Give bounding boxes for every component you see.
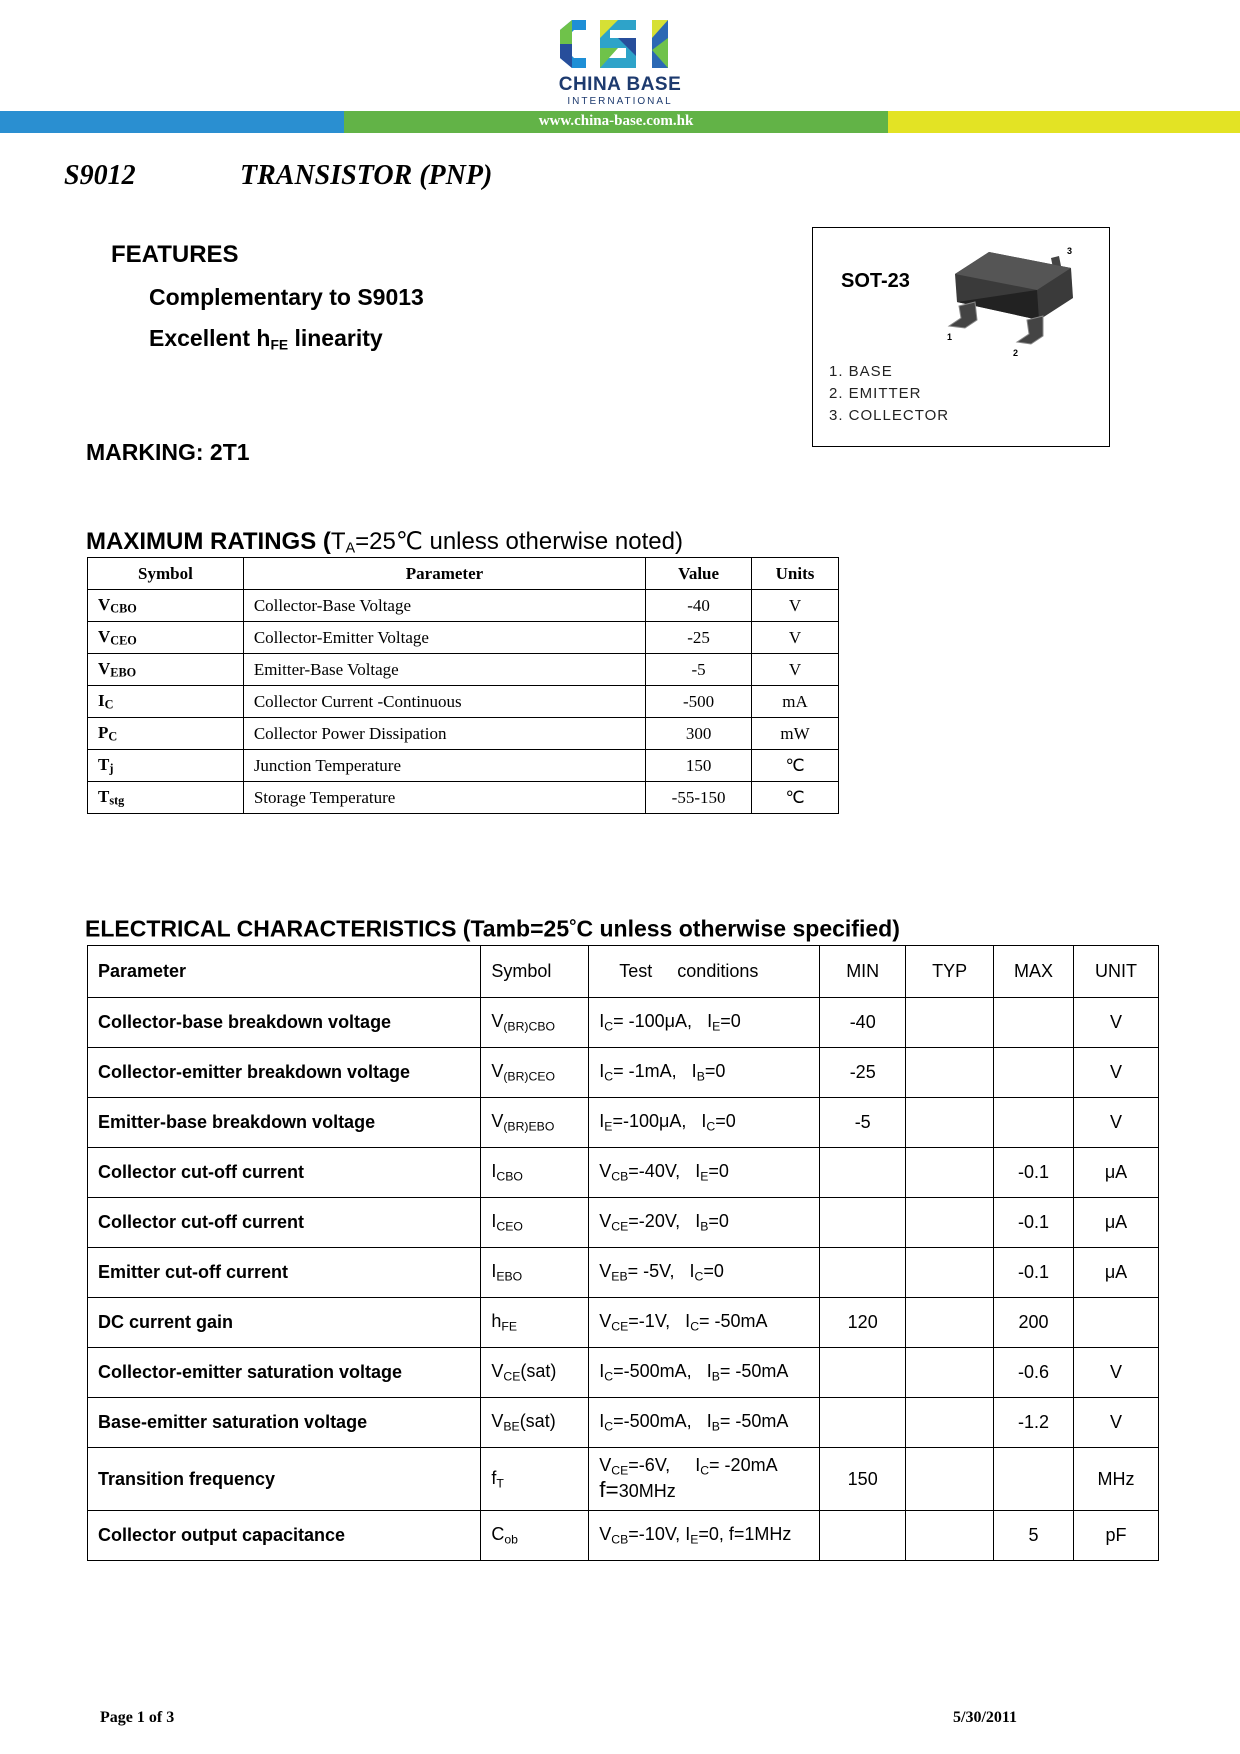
parameter-cell: Collector Current -Continuous bbox=[243, 686, 645, 718]
min-cell: 150 bbox=[820, 1448, 906, 1511]
marking: MARKING: 2T1 bbox=[86, 439, 250, 465]
condition-value: =0 bbox=[708, 1161, 729, 1182]
condition-var: I bbox=[706, 1411, 712, 1432]
symbol-subscript: CBO bbox=[110, 601, 137, 616]
max-cell bbox=[994, 1048, 1074, 1098]
condition-value: = -100μA, bbox=[613, 1011, 708, 1032]
condition-subscript: CB bbox=[611, 1169, 629, 1184]
table-row bbox=[88, 1048, 1159, 1098]
unit-cell: μA bbox=[1074, 1198, 1159, 1248]
table-row bbox=[88, 782, 839, 814]
test-conditions-cell bbox=[589, 1298, 820, 1348]
unit-cell: V bbox=[1074, 1348, 1159, 1398]
symbol-subscript: j bbox=[109, 761, 114, 776]
unit-cell: pF bbox=[1074, 1511, 1159, 1561]
parameter-cell: Collector-base breakdown voltage bbox=[88, 998, 481, 1048]
condition-var: I bbox=[689, 1261, 695, 1282]
condition-var: I bbox=[706, 1361, 712, 1382]
symbol-main: V bbox=[491, 1011, 504, 1032]
table-row bbox=[88, 1198, 1159, 1248]
symbol-cell bbox=[88, 782, 244, 814]
min-cell: -25 bbox=[820, 1048, 906, 1098]
test-conditions-cell bbox=[589, 998, 820, 1048]
condition-value: =-500mA, bbox=[613, 1361, 707, 1382]
test-conditions-cell bbox=[589, 1048, 820, 1098]
symbol-main: V bbox=[491, 1361, 504, 1382]
symbol-subscript: T bbox=[496, 1476, 504, 1491]
symbol-cell bbox=[481, 1198, 589, 1248]
table-header-row bbox=[88, 946, 1159, 998]
table-row bbox=[88, 622, 839, 654]
max-ratings-table bbox=[87, 557, 839, 814]
symbol-subscript: stg bbox=[109, 793, 125, 808]
symbol-main: V bbox=[98, 626, 111, 646]
condition-value: =0 bbox=[703, 1261, 724, 1282]
parameter-cell: Emitter-base breakdown voltage bbox=[88, 1098, 481, 1148]
unit-cell: V bbox=[752, 590, 839, 622]
symbol-cell bbox=[481, 1448, 589, 1511]
condition-var: V bbox=[599, 1454, 612, 1475]
unit-cell: V bbox=[1074, 1048, 1159, 1098]
condition-var: I bbox=[685, 1524, 691, 1545]
condition-value: =0 bbox=[715, 1111, 736, 1132]
symbol-main: C bbox=[491, 1524, 505, 1545]
part-number: S9012 bbox=[64, 160, 136, 191]
pin-number-2: 2 bbox=[1013, 348, 1019, 358]
max-cell: -0.1 bbox=[994, 1148, 1074, 1198]
max-cell bbox=[994, 1098, 1074, 1148]
condition-subscript: C bbox=[700, 1463, 710, 1478]
typ-cell bbox=[906, 1048, 994, 1098]
condition-subscript: B bbox=[696, 1069, 705, 1084]
value-cell: 300 bbox=[646, 718, 752, 750]
symbol-main: P bbox=[98, 722, 109, 742]
symbol-cell bbox=[88, 718, 244, 750]
typ-cell bbox=[906, 1148, 994, 1198]
condition-value: =-6V, bbox=[628, 1454, 696, 1475]
typ-cell bbox=[906, 1448, 994, 1511]
unit-cell: V bbox=[752, 622, 839, 654]
column-header: UNIT bbox=[1074, 946, 1159, 998]
part-type: TRANSISTOR (PNP) bbox=[240, 160, 493, 191]
package-name: SOT-23 bbox=[841, 270, 910, 292]
condition-var: V bbox=[599, 1211, 612, 1232]
condition-var: I bbox=[701, 1111, 707, 1132]
typ-cell bbox=[906, 1248, 994, 1298]
condition-value: =-10V, bbox=[628, 1524, 686, 1545]
symbol-subscript: CBO bbox=[496, 1169, 523, 1184]
value-cell: -500 bbox=[646, 686, 752, 718]
symbol-subscript: CE bbox=[503, 1369, 521, 1384]
table-row bbox=[88, 1511, 1159, 1561]
condition-var: V bbox=[599, 1261, 612, 1282]
logo-s-icon bbox=[600, 20, 636, 68]
column-header: MAX bbox=[994, 946, 1074, 998]
max-cell: 200 bbox=[994, 1298, 1074, 1348]
column-header: Units bbox=[752, 558, 839, 590]
condition-value: = -50mA bbox=[719, 1361, 789, 1382]
parameter-cell: Storage Temperature bbox=[243, 782, 645, 814]
column-header: Test conditions bbox=[589, 946, 820, 998]
parameter-cell: DC current gain bbox=[88, 1298, 481, 1348]
symbol-cell bbox=[88, 622, 244, 654]
symbol-subscript: (BR)CBO bbox=[503, 1019, 556, 1034]
parameter-cell: Collector cut-off current bbox=[88, 1198, 481, 1248]
condition-value: = -1mA, bbox=[613, 1061, 692, 1082]
condition-subscript: CE bbox=[611, 1219, 629, 1234]
table-row bbox=[88, 1298, 1159, 1348]
typ-cell bbox=[906, 1398, 994, 1448]
min-cell bbox=[820, 1148, 906, 1198]
unit-cell: μA bbox=[1074, 1148, 1159, 1198]
symbol-cell bbox=[481, 1511, 589, 1561]
symbol-main: I bbox=[491, 1211, 497, 1232]
test-conditions-cell bbox=[589, 1398, 820, 1448]
column-header: Value bbox=[646, 558, 752, 590]
symbol-main: V bbox=[98, 658, 111, 678]
parameter-cell: Emitter cut-off current bbox=[88, 1248, 481, 1298]
symbol-subscript: C bbox=[104, 697, 114, 712]
symbol-subscript: CEO bbox=[110, 633, 137, 648]
symbol-subscript: CEO bbox=[496, 1219, 523, 1234]
unit-cell: ℃ bbox=[752, 750, 839, 782]
condition-var: I bbox=[599, 1411, 605, 1432]
symbol-main: I bbox=[491, 1261, 497, 1282]
max-cell: -1.2 bbox=[994, 1398, 1074, 1448]
condition-subscript: CE bbox=[611, 1319, 629, 1334]
condition-value: =-40V, bbox=[628, 1161, 696, 1182]
feature-item: Complementary to S9013 bbox=[149, 284, 424, 310]
pin-number-1: 1 bbox=[947, 332, 953, 342]
condition-value: = -50mA bbox=[719, 1411, 789, 1432]
value-cell: 150 bbox=[646, 750, 752, 782]
page-number: Page 1 of 3 bbox=[100, 1709, 175, 1726]
symbol-cell bbox=[88, 686, 244, 718]
condition-subscript: C bbox=[604, 1419, 614, 1434]
column-header: Parameter bbox=[243, 558, 645, 590]
max-cell: 5 bbox=[994, 1511, 1074, 1561]
unit-cell: ℃ bbox=[752, 782, 839, 814]
symbol-main: I bbox=[491, 1161, 497, 1182]
table-row bbox=[88, 1248, 1159, 1298]
electrical-heading: ELECTRICAL CHARACTERISTICS (Tamb=25°C unless otherwise specified) bbox=[85, 915, 900, 942]
value-cell: -40 bbox=[646, 590, 752, 622]
typ-cell bbox=[906, 1348, 994, 1398]
min-cell: -5 bbox=[820, 1098, 906, 1148]
table-row bbox=[88, 1348, 1159, 1398]
condition-var: I bbox=[695, 1454, 701, 1475]
unit-cell: V bbox=[1074, 998, 1159, 1048]
typ-cell bbox=[906, 998, 994, 1048]
parameter-cell: Junction Temperature bbox=[243, 750, 645, 782]
condition-value: =-20V, bbox=[628, 1211, 696, 1232]
symbol-main: V bbox=[491, 1061, 504, 1082]
logo-c-icon bbox=[560, 20, 586, 68]
condition-var: I bbox=[695, 1211, 701, 1232]
symbol-subscript: EBO bbox=[110, 665, 137, 680]
symbol-subscript: ob bbox=[504, 1532, 518, 1547]
condition-var: I bbox=[599, 1361, 605, 1382]
condition-subscript: C bbox=[604, 1019, 614, 1034]
symbol-cell bbox=[88, 750, 244, 782]
symbol-subscript: (BR)EBO bbox=[503, 1119, 555, 1134]
table-row bbox=[88, 718, 839, 750]
column-header: MIN bbox=[820, 946, 906, 998]
table-row bbox=[88, 686, 839, 718]
condition-var: V bbox=[599, 1311, 612, 1332]
symbol-main: V bbox=[491, 1411, 504, 1432]
symbol-subscript: BE bbox=[503, 1419, 520, 1434]
symbol-suffix: (sat) bbox=[519, 1411, 556, 1432]
symbol-main: f bbox=[491, 1467, 497, 1488]
table-row bbox=[88, 998, 1159, 1048]
condition-subscript: E bbox=[690, 1532, 699, 1547]
feature-item: Excellent $h_{FE}$ linearity bbox=[149, 325, 383, 353]
parameter-cell: Collector output capacitance bbox=[88, 1511, 481, 1561]
unit-cell: μA bbox=[1074, 1248, 1159, 1298]
condition-value: =-500mA, bbox=[613, 1411, 707, 1432]
min-cell bbox=[820, 1398, 906, 1448]
logo-i-icon bbox=[652, 20, 668, 68]
symbol-cell bbox=[481, 1298, 589, 1348]
csi-logo bbox=[556, 16, 684, 72]
test-conditions-cell bbox=[589, 1248, 820, 1298]
test-conditions-cell bbox=[589, 1198, 820, 1248]
condition-var: I bbox=[599, 1061, 605, 1082]
parameter-cell: Collector Power Dissipation bbox=[243, 718, 645, 750]
min-cell: 120 bbox=[820, 1298, 906, 1348]
symbol-subscript: EBO bbox=[496, 1269, 523, 1284]
max-cell bbox=[994, 998, 1074, 1048]
typ-cell bbox=[906, 1098, 994, 1148]
unit-cell: mA bbox=[752, 686, 839, 718]
symbol-main: V bbox=[491, 1111, 504, 1132]
value-cell: -5 bbox=[646, 654, 752, 686]
symbol-subscript: FE bbox=[501, 1319, 517, 1334]
condition-value: =-100μA, bbox=[612, 1111, 702, 1132]
symbol-cell bbox=[481, 998, 589, 1048]
unit-cell: mW bbox=[752, 718, 839, 750]
condition-var: I bbox=[691, 1061, 697, 1082]
max-cell: -0.1 bbox=[994, 1248, 1074, 1298]
unit-cell: V bbox=[1074, 1398, 1159, 1448]
parameter-cell: Collector-emitter breakdown voltage bbox=[88, 1048, 481, 1098]
table-row bbox=[88, 1398, 1159, 1448]
condition-value: 30MHz bbox=[618, 1481, 676, 1502]
max-ratings-heading: MAXIMUM RATINGS ($T_A=25℃$ unless otherwise noted) bbox=[86, 528, 683, 557]
condition-subscript: C bbox=[690, 1319, 700, 1334]
column-header: Symbol bbox=[88, 558, 244, 590]
symbol-cell bbox=[481, 1248, 589, 1298]
min-cell: -40 bbox=[820, 998, 906, 1048]
condition-value: = -5V, bbox=[627, 1261, 690, 1282]
symbol-cell bbox=[481, 1148, 589, 1198]
symbol-cell bbox=[88, 590, 244, 622]
parameter-cell: Collector-Base Voltage bbox=[243, 590, 645, 622]
condition-var: I bbox=[599, 1111, 605, 1132]
table-row bbox=[88, 750, 839, 782]
table-row bbox=[88, 654, 839, 686]
condition-value: =0, f=1MHz bbox=[698, 1524, 792, 1545]
typ-cell bbox=[906, 1511, 994, 1561]
value-cell: -25 bbox=[646, 622, 752, 654]
min-cell bbox=[820, 1198, 906, 1248]
max-cell bbox=[994, 1448, 1074, 1511]
pin-label: 2. EMITTER bbox=[829, 385, 922, 402]
electrical-characteristics-table bbox=[87, 945, 1159, 1561]
condition-var: I bbox=[707, 1011, 713, 1032]
condition-value: =0 bbox=[720, 1011, 741, 1032]
symbol-suffix: (sat) bbox=[520, 1361, 557, 1382]
unit-cell bbox=[1074, 1298, 1159, 1348]
condition-var: V bbox=[599, 1524, 612, 1545]
condition-subscript: E bbox=[604, 1119, 613, 1134]
condition-var: I bbox=[599, 1011, 605, 1032]
condition-value: = -50mA bbox=[699, 1311, 768, 1332]
document-date: 5/30/2011 bbox=[953, 1709, 1018, 1726]
symbol-cell bbox=[481, 1348, 589, 1398]
symbol-main: T bbox=[98, 754, 110, 774]
unit-cell: V bbox=[1074, 1098, 1159, 1148]
condition-subscript: C bbox=[706, 1119, 716, 1134]
symbol-main: V bbox=[98, 594, 111, 614]
condition-subscript: CE bbox=[611, 1463, 629, 1478]
max-cell: -0.6 bbox=[994, 1348, 1074, 1398]
symbol-cell bbox=[88, 654, 244, 686]
condition-subscript: B bbox=[700, 1219, 709, 1234]
condition-value: = -20mA bbox=[709, 1454, 778, 1475]
package-box bbox=[812, 227, 1110, 447]
symbol-cell bbox=[481, 1098, 589, 1148]
condition-value: =-1V, bbox=[628, 1311, 686, 1332]
website-link[interactable]: www.china-base.com.hk bbox=[538, 113, 694, 129]
condition-var: f= bbox=[599, 1477, 619, 1503]
company-subtitle: INTERNATIONAL bbox=[567, 96, 673, 107]
symbol-main: h bbox=[491, 1311, 502, 1332]
parameter-cell: Transition frequency bbox=[88, 1448, 481, 1511]
parameter-cell: Collector cut-off current bbox=[88, 1148, 481, 1198]
test-conditions-cell bbox=[589, 1098, 820, 1148]
pin-label: 3. COLLECTOR bbox=[829, 407, 950, 424]
parameter-cell: Base-emitter saturation voltage bbox=[88, 1398, 481, 1448]
condition-var: I bbox=[685, 1311, 691, 1332]
condition-subscript: EB bbox=[611, 1269, 628, 1284]
test-conditions-cell bbox=[589, 1511, 820, 1561]
condition-var: V bbox=[599, 1161, 612, 1182]
column-header: Parameter bbox=[88, 946, 481, 998]
min-cell bbox=[820, 1248, 906, 1298]
condition-value: =0 bbox=[704, 1061, 726, 1082]
condition-subscript: C bbox=[604, 1369, 614, 1384]
condition-var: I bbox=[695, 1161, 701, 1182]
pin-label: 1. BASE bbox=[829, 363, 893, 380]
unit-cell: MHz bbox=[1074, 1448, 1159, 1511]
sot23-package-icon bbox=[931, 240, 1091, 360]
table-row bbox=[88, 1148, 1159, 1198]
table-row bbox=[88, 590, 839, 622]
condition-value: =0 bbox=[708, 1211, 729, 1232]
features-heading: FEATURES bbox=[111, 241, 239, 268]
parameter-cell: Collector-emitter saturation voltage bbox=[88, 1348, 481, 1398]
table-header-row bbox=[88, 558, 839, 590]
company-name: CHINA BASE bbox=[558, 74, 682, 95]
max-cell: -0.1 bbox=[994, 1198, 1074, 1248]
pin-number-3: 3 bbox=[1067, 246, 1073, 256]
test-conditions-cell bbox=[589, 1348, 820, 1398]
condition-subscript: C bbox=[694, 1269, 704, 1284]
unit-cell: V bbox=[752, 654, 839, 686]
condition-subscript: E bbox=[712, 1019, 721, 1034]
symbol-cell bbox=[481, 1048, 589, 1098]
condition-subscript: CB bbox=[611, 1532, 629, 1547]
symbol-main: I bbox=[98, 690, 105, 710]
symbol-main: T bbox=[98, 786, 110, 806]
symbol-subscript: (BR)CEO bbox=[503, 1069, 556, 1084]
test-conditions-cell bbox=[589, 1448, 820, 1511]
test-conditions-cell bbox=[589, 1148, 820, 1198]
parameter-cell: Emitter-Base Voltage bbox=[243, 654, 645, 686]
column-header: TYP bbox=[906, 946, 994, 998]
symbol-cell bbox=[481, 1398, 589, 1448]
column-header: Symbol bbox=[481, 946, 589, 998]
symbol-subscript: C bbox=[108, 729, 118, 744]
typ-cell bbox=[906, 1198, 994, 1248]
condition-subscript: E bbox=[700, 1169, 709, 1184]
table-row bbox=[88, 1098, 1159, 1148]
min-cell bbox=[820, 1511, 906, 1561]
condition-subscript: B bbox=[711, 1369, 720, 1384]
parameter-cell: Collector-Emitter Voltage bbox=[243, 622, 645, 654]
condition-subscript: B bbox=[711, 1419, 720, 1434]
value-cell: -55-150 bbox=[646, 782, 752, 814]
condition-subscript: C bbox=[604, 1069, 614, 1084]
min-cell bbox=[820, 1348, 906, 1398]
typ-cell bbox=[906, 1298, 994, 1348]
table-row bbox=[88, 1448, 1159, 1511]
